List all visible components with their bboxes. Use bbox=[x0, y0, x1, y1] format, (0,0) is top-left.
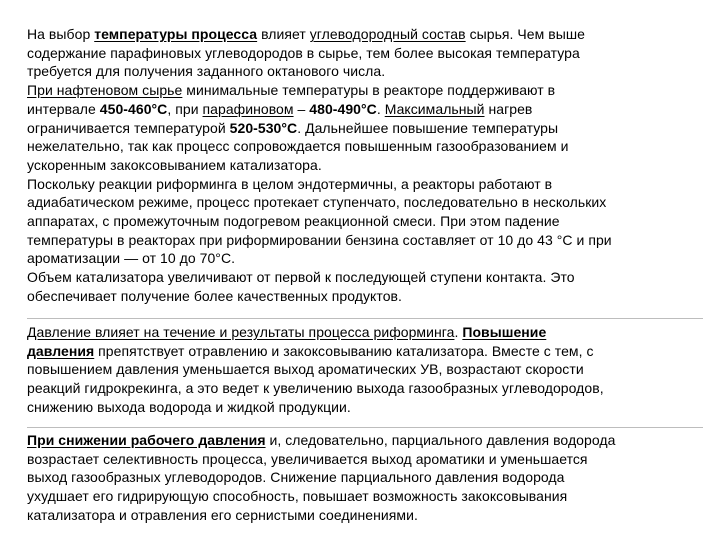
text-line: Поскольку реакции риформинга в целом эндотермичны, а реакторы работают в bbox=[27, 175, 553, 192]
emphasis-naphthenic-feed: При нафтеновом сырье bbox=[27, 82, 183, 99]
temperature-range-naphthenic: 450-460°С bbox=[99, 100, 168, 117]
divider bbox=[27, 318, 703, 319]
text-run: . bbox=[376, 100, 385, 117]
text-line: Объем катализатора увеличивают от первой к последующей ступени контакта. Это bbox=[27, 269, 575, 286]
text-run: , при bbox=[167, 100, 203, 117]
text-line: нежелательно, так как процесс сопровождается повышенным газообразованием и bbox=[27, 138, 569, 155]
paragraph-temperature bbox=[27, 25, 705, 306]
text-run: интервале bbox=[27, 100, 100, 117]
text-line: обеспечивает получение более качественных продуктов. bbox=[27, 287, 402, 304]
text-line: выход газообразных углеводородов. Снижение парциального давления водорода bbox=[27, 469, 565, 486]
text-line bbox=[27, 25, 705, 44]
emphasis-hydrocarbon-composition: углеводородный состав bbox=[309, 26, 466, 42]
emphasis-paraffinic: парафиновом bbox=[202, 100, 294, 117]
text-line bbox=[27, 119, 705, 138]
emphasis-pressure-decrease: При снижении рабочего давления bbox=[27, 432, 266, 448]
text-run: На выбор bbox=[27, 26, 95, 42]
text-line bbox=[27, 81, 705, 100]
text-line: катализатора и отравления его сернистыми соединениями. bbox=[27, 506, 418, 523]
text-line: ускоренным закоксовыванием катализатора. bbox=[27, 156, 322, 173]
text-line: ухудшает его гидрирующую способность, повышает возможность закоксовывания bbox=[27, 488, 568, 505]
text-run: влияет bbox=[257, 26, 310, 42]
text-run: и, следовательно, парциального давления водорода bbox=[265, 432, 616, 448]
divider bbox=[27, 427, 703, 428]
text-run: . bbox=[454, 324, 463, 340]
text-line bbox=[27, 100, 705, 119]
text-line: аппаратах, с промежуточным подогревом реакционной смеси. При этом падение bbox=[27, 213, 560, 230]
paragraph-pressure bbox=[27, 323, 705, 417]
emphasis-pressure-increase: Повышение bbox=[462, 324, 547, 340]
text-line: реакций гидрокрекинга, а это ведет к увеличению выхода газообразных углеводородов, bbox=[27, 380, 604, 397]
text-line: адиабатическом режиме, процесс протекает ступенчато, последовательно в нескольких bbox=[27, 194, 607, 211]
text-line: температуры в реакторах при риформировании бензина составляет от 10 до 43 °С и при bbox=[27, 231, 612, 248]
text-line: требуется для получения заданного октанового числа. bbox=[27, 63, 386, 80]
text-run: препятствует отравлению и закоксовыванию катализатора. Вместе с тем, с bbox=[94, 342, 594, 359]
temperature-limit: 520-530°С bbox=[229, 119, 298, 136]
emphasis-maximum: Максимальный bbox=[384, 100, 485, 117]
paragraph-low-pressure bbox=[27, 431, 705, 525]
text-line: повышением давления уменьшается выход ароматических УВ, возрастают скорости bbox=[27, 361, 584, 378]
text-run: сырья. Чем выше bbox=[465, 26, 585, 42]
text-line: ароматизации — от 10 до 70°С. bbox=[27, 250, 236, 267]
text-run: нагрев bbox=[484, 100, 533, 117]
emphasis-pressure: давления bbox=[27, 342, 95, 359]
text-line: возрастает селективность процесса, увеличивается выход ароматики и уменьшается bbox=[27, 450, 588, 467]
text-line: снижению выхода водорода и жидкой продукции. bbox=[27, 398, 351, 415]
text-line bbox=[27, 323, 705, 342]
text-line bbox=[27, 431, 705, 450]
temperature-range-paraffinic: 480-490°С bbox=[309, 100, 377, 117]
text-line bbox=[27, 342, 705, 361]
emphasis-process-temperature: температуры процесса bbox=[94, 26, 258, 42]
emphasis-pressure-influence: Давление влияет на течение и результаты процесса риформинга bbox=[27, 324, 455, 340]
text-run: – bbox=[293, 100, 310, 117]
text-run: минимальные температуры в реакторе поддерживают в bbox=[182, 82, 556, 99]
text-run: . Дальнейшее повышение температуры bbox=[297, 119, 559, 136]
text-line: содержание парафиновых углеводородов в сырье, тем более высокая температура bbox=[27, 44, 580, 61]
text-run: ограничивается температурой bbox=[27, 119, 230, 136]
